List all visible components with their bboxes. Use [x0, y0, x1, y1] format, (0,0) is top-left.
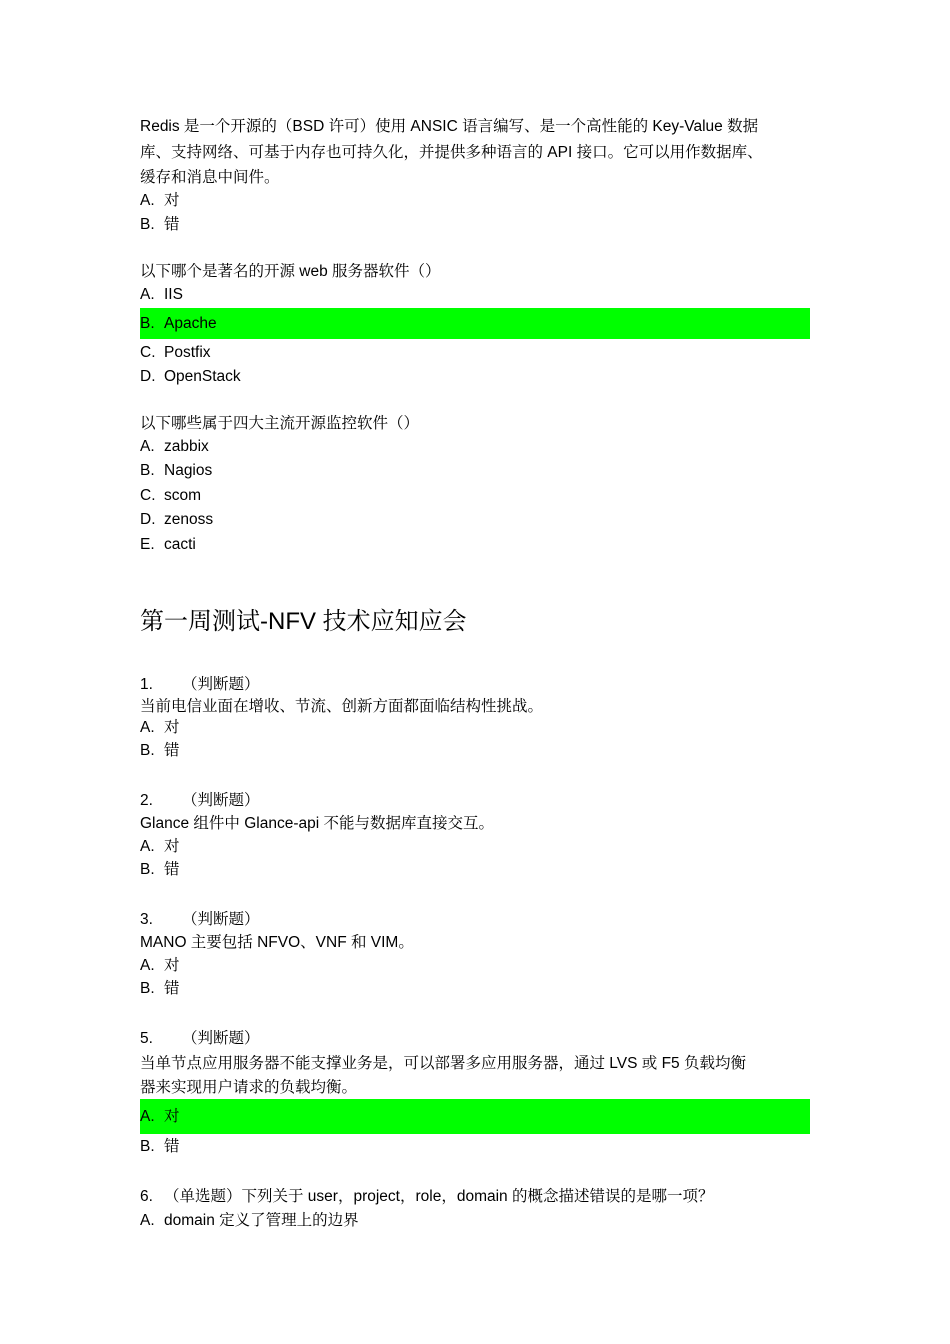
question-text-line: 缓存和消息中间件。 — [140, 169, 280, 186]
option-a — [140, 1209, 810, 1233]
question-number: 1. — [140, 676, 153, 693]
question-text-line: Redis 是一个开源的（BSD 许可）使用 ANSIC 语言编写、是一个高性能的 Key-Value 数据 — [140, 118, 759, 135]
question-number: 2. — [140, 792, 153, 809]
option-letter: B. — [140, 216, 155, 233]
option-a — [140, 954, 810, 978]
option-letter: A. — [140, 192, 155, 209]
option-letter: B. — [140, 315, 155, 332]
option-text: IIS — [164, 286, 183, 303]
option-text: Nagios — [164, 462, 213, 479]
option-b — [140, 459, 810, 483]
option-text: 错 — [164, 980, 180, 997]
question-text-line: 器来实现用户请求的负载均衡。 — [140, 1079, 358, 1096]
option-text: zabbix — [164, 438, 209, 455]
question-text: 当前电信业面在增收、节流、创新方面都面临结构性挑战。 — [140, 698, 544, 715]
question-number: 5. — [140, 1030, 153, 1047]
option-b-highlighted — [140, 308, 810, 339]
option-text: 对 — [164, 957, 180, 974]
question-header — [140, 907, 810, 932]
option-a — [140, 716, 810, 740]
option-letter: B. — [140, 1138, 155, 1155]
option-b — [140, 1135, 810, 1159]
question-number: 6. — [140, 1188, 153, 1205]
option-letter: C. — [140, 487, 156, 504]
question-type: （判断题） — [182, 1030, 260, 1047]
question-text-line: 库、支持网络、可基于内存也可持久化，并提供多种语言的 API 接口。它可以用作数据库、 — [140, 144, 763, 161]
option-letter: B. — [140, 742, 155, 759]
option-letter: A. — [140, 838, 155, 855]
option-a — [140, 835, 810, 859]
option-text: 错 — [164, 742, 180, 759]
option-letter: A. — [140, 438, 155, 455]
option-e — [140, 533, 810, 557]
question-text: 以下哪些属于四大主流开源监控软件（） — [140, 415, 420, 432]
option-text: 对 — [164, 1108, 180, 1125]
option-letter: D. — [140, 368, 156, 385]
option-text: domain 定义了管理上的边界 — [164, 1212, 359, 1229]
option-letter: A. — [140, 719, 155, 736]
option-letter: A. — [140, 1212, 155, 1229]
question-text-line: 当单节点应用服务器不能支撑业务是，可以部署多应用服务器，通过 LVS 或 F5 负载均衡 — [140, 1055, 746, 1072]
option-text: Apache — [164, 315, 217, 332]
question-number: 3. — [140, 911, 153, 928]
question-text: MANO 主要包括 NFVO、VNF 和 VIM。 — [140, 934, 414, 951]
question-text: （单选题）下列关于 user，project，role，domain 的概念描述错误的是哪一项？ — [164, 1188, 714, 1205]
option-b — [140, 739, 810, 763]
question-type: （判断题） — [182, 911, 260, 928]
option-b — [140, 858, 810, 882]
question-header — [140, 1026, 810, 1051]
option-c — [140, 484, 810, 508]
option-text: cacti — [164, 536, 196, 553]
option-text: scom — [164, 487, 202, 504]
option-text: 对 — [164, 719, 180, 736]
option-a — [140, 189, 810, 213]
question-header — [140, 788, 810, 813]
option-a — [140, 435, 810, 459]
option-text: OpenStack — [164, 368, 241, 385]
option-letter: D. — [140, 511, 156, 528]
question-text: 以下哪个是著名的开源 web 服务器软件（） — [140, 263, 441, 280]
option-text: 对 — [164, 192, 180, 209]
option-c — [140, 341, 810, 365]
option-text: zenoss — [164, 511, 214, 528]
question-type: （判断题） — [182, 676, 260, 693]
option-d — [140, 365, 810, 389]
option-letter: A. — [140, 286, 155, 303]
option-text: 错 — [164, 861, 180, 878]
option-letter: C. — [140, 344, 156, 361]
question-text: Glance 组件中 Glance-api 不能与数据库直接交互。 — [140, 815, 494, 832]
option-letter: A. — [140, 1108, 155, 1125]
option-letter: A. — [140, 957, 155, 974]
option-letter: B. — [140, 462, 155, 479]
question-header — [140, 1184, 810, 1209]
option-a — [140, 283, 810, 307]
option-d — [140, 508, 810, 532]
section-title: 第一周测试-NFV 技术应知应会 — [140, 608, 467, 635]
option-b — [140, 977, 810, 1001]
option-text: 错 — [164, 1138, 180, 1155]
option-letter: B. — [140, 861, 155, 878]
option-letter: B. — [140, 980, 155, 997]
option-b — [140, 213, 810, 237]
option-text: 错 — [164, 216, 180, 233]
option-a-highlighted — [140, 1099, 810, 1134]
option-text: Postfix — [164, 344, 211, 361]
question-type: （判断题） — [182, 792, 260, 809]
option-letter: E. — [140, 536, 155, 553]
option-text: 对 — [164, 838, 180, 855]
